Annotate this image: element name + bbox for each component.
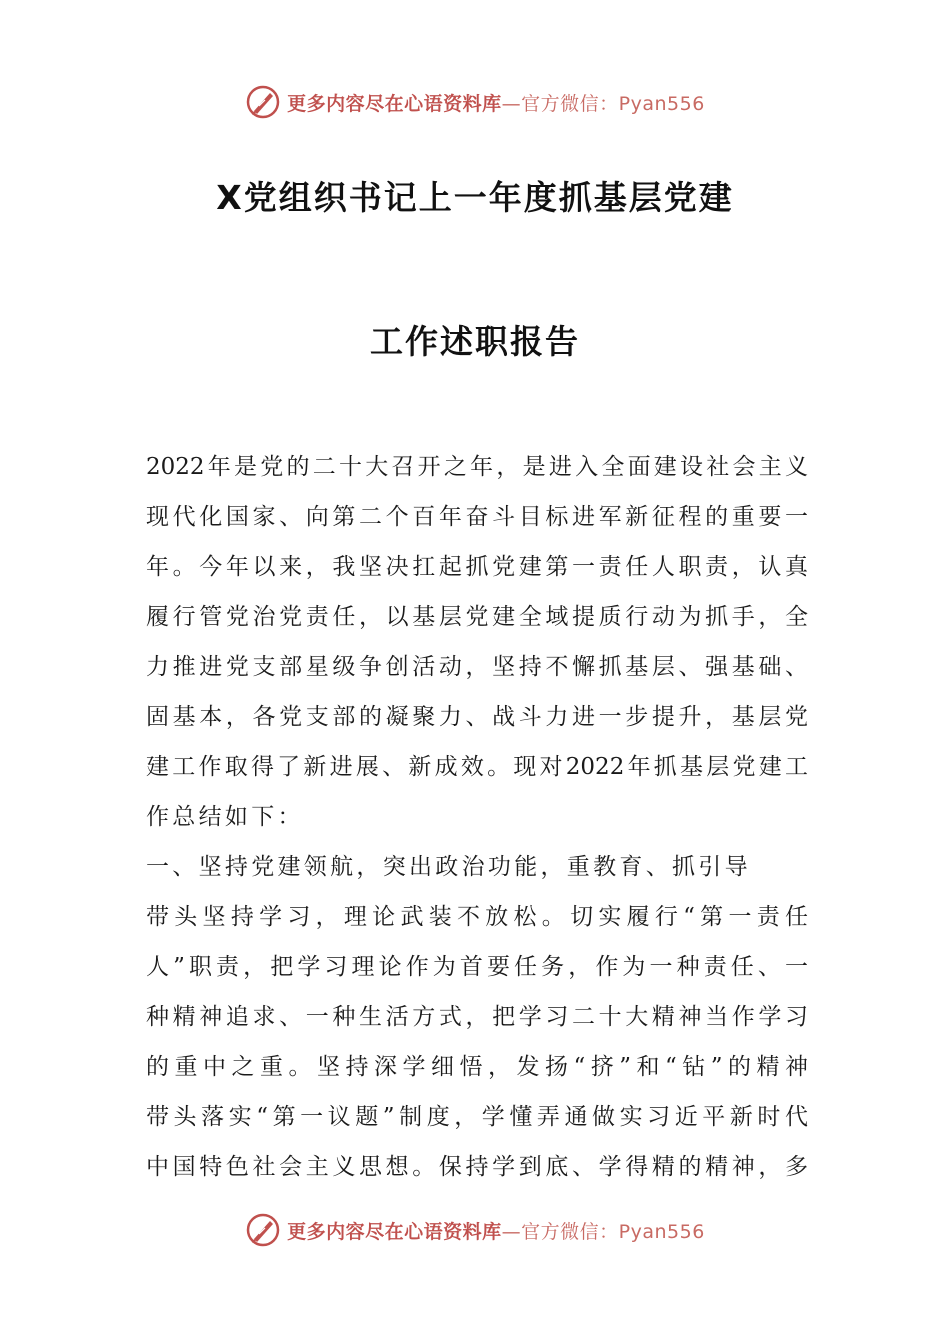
body-line: 年。今年以来，我坚决扛起抓党建第一责任人职责，认真 bbox=[146, 554, 808, 580]
body-line: 履行管党治党责任，以基层党建全域提质行动为抓手，全 bbox=[146, 604, 808, 630]
body-line: 中国特色社会主义思想。保持学到底、学得精的精神，多 bbox=[146, 1154, 808, 1180]
watermark-contact: 官方微信：Pyan556 bbox=[521, 92, 705, 115]
body-line: 力推进党支部星级争创活动，坚持不懈抓基层、强基础、 bbox=[146, 654, 808, 680]
document-body bbox=[146, 448, 808, 1198]
header-watermark bbox=[0, 80, 950, 124]
watermark-text bbox=[287, 89, 705, 116]
body-line: 建工作取得了新进展、新成效。现对2022年抓基层党建工 bbox=[146, 754, 808, 780]
body-line: 人”职责，把学习理论作为首要任务，作为一种责任、一 bbox=[146, 954, 808, 980]
quill-pen-logo-icon bbox=[245, 1212, 281, 1248]
document-title-line-2: 工作述职报告 bbox=[370, 322, 580, 361]
body-line: 种精神追求、一种生活方式，把学习二十大精神当作学习 bbox=[146, 1004, 808, 1030]
document-title-line-1: X党组织书记上一年度抓基层党建 bbox=[216, 178, 734, 217]
body-line: 带头落实“第一议题”制度，学懂弄通做实习近平新时代 bbox=[146, 1104, 808, 1130]
watermark-brand: 更多内容尽在心语资料库 bbox=[287, 92, 502, 115]
body-line: 带头坚持学习，理论武装不放松。切实履行“第一责任 bbox=[146, 904, 808, 930]
body-line: 现代化国家、向第二个百年奋斗目标进军新征程的重要一 bbox=[146, 504, 808, 530]
body-line: 作总结如下： bbox=[146, 804, 304, 830]
section-heading: 一、坚持党建领航，突出政治功能，重教育、抓引导 bbox=[146, 854, 751, 880]
footer-watermark bbox=[0, 1208, 950, 1252]
body-line: 固基本，各党支部的凝聚力、战斗力进一步提升，基层党 bbox=[146, 704, 808, 730]
watermark-separator: — bbox=[501, 1220, 522, 1243]
watermark-separator: — bbox=[501, 92, 522, 115]
quill-pen-logo-icon bbox=[245, 84, 281, 120]
body-line: 的重中之重。坚持深学细悟，发扬“挤”和“钻”的精神 bbox=[146, 1054, 808, 1080]
watermark-text bbox=[287, 1217, 705, 1244]
watermark-brand: 更多内容尽在心语资料库 bbox=[287, 1220, 502, 1243]
body-line: 2022年是党的二十大召开之年，是进入全面建设社会主义 bbox=[146, 454, 808, 480]
watermark-contact: 官方微信：Pyan556 bbox=[521, 1220, 705, 1243]
